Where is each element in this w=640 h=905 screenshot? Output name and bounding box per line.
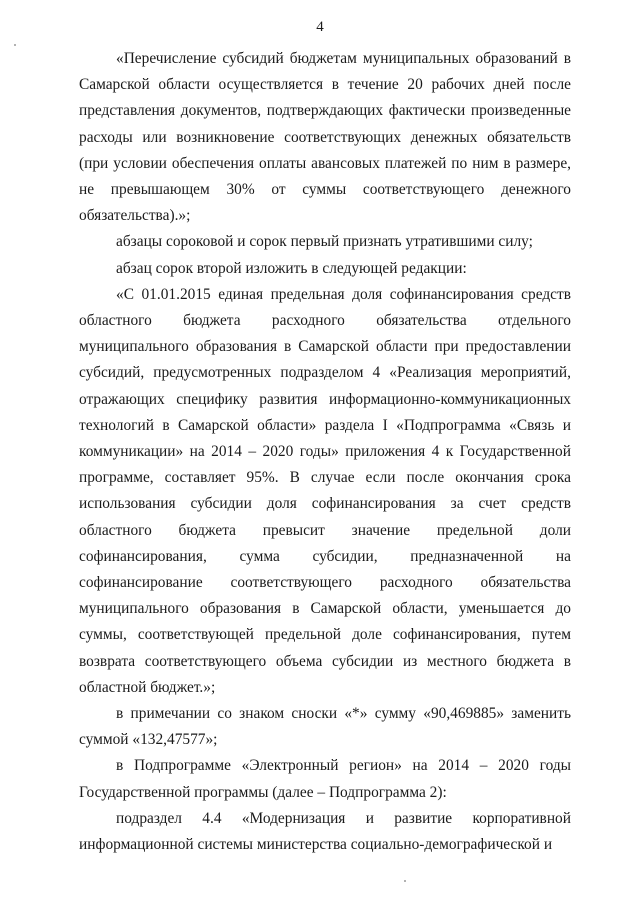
- paragraph-footnote-amount: в примечании со знаком сноски «*» сумму «90,469885» заменить суммой «132,47577»;: [79, 705, 571, 749]
- paragraph-subsection-4-4: подраздел 4.4 «Модернизация и развитие корпоративной информационной системы министерства социально-демографической и: [79, 809, 571, 854]
- paragraph-abzats-40-41: абзацы сороковой и сорок первый признать утратившими силу;: [116, 233, 533, 251]
- scan-speck: [14, 44, 16, 46]
- paragraph-abzats-42: абзац сорок второй изложить в следующей редакции:: [116, 259, 467, 277]
- body-text: [79, 46, 571, 858]
- paragraph-electronic-region: в Подпрограмме «Электронный регион» на 2014 – 2020 годы Государственной программы (далее – Подпрограмма 2):: [79, 757, 571, 801]
- scan-speck: [404, 880, 406, 882]
- page-number: 4: [316, 19, 324, 35]
- paragraph-subsidy-transfer: «Перечисление субсидий бюджетам муниципальных образований в Самарской области осуществляется в течение 20 рабочих дней после представления документов, подтверждающих фактически произведенные расходы или возникновение соответствующих денежных обязательств (при условии обеспечения оплаты авансовых платежей по ним в размере, не превышающем 30% от суммы соответствующего денежного обязательства).»;: [79, 50, 571, 225]
- paragraph-cofinancing-share: «С 01.01.2015 единая предельная доля софинансирования средств областного бюджета расходного обязательства отдельного муниципального образования в Самарской области при предоставлении субсидий, предусмотренных подразделом 4 «Реализация мероприятий, отражающих специфику развития информационно-коммуникационных технологий в Самарской области» раздела I «Подпрограмма «Связь и коммуникации» на 2014 – 2020 годы» приложения 4 к Государственной программе, составляет 95%. В случае если после окончания срока использования субсидии доля софинансирования за счет средств областного бюджета превысит значение предельной доли софинансирования, сумма субсидии, предназначенной на софинансирование соответствующего расходного обязательства муниципального образования в Самарской области, уменьшается до суммы, соответствующей предельной доле софинансирования, путем возврата соответствующего объема субсидии из местного бюджета в областной бюджет.»;: [79, 285, 571, 696]
